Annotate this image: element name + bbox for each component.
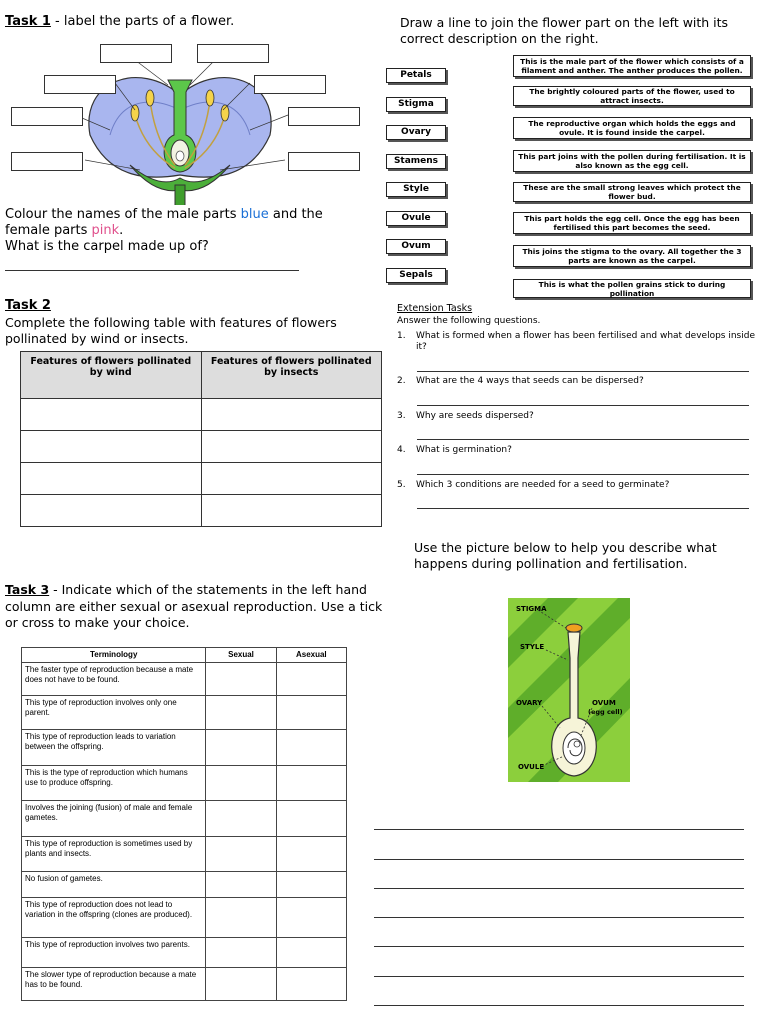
ovule <box>176 151 184 161</box>
extension-intro: Answer the following questions. <box>397 316 541 326</box>
col-insects: Features of flowers pollinated by insects <box>201 352 382 399</box>
statement-cell: This type of reproduction leads to variation between the offspring. <box>22 730 206 766</box>
tick-cell[interactable] <box>206 938 276 968</box>
statement-cell: This type of reproduction is sometimes used by plants and insects. <box>22 837 206 872</box>
tick-cell[interactable] <box>206 801 276 837</box>
answer-line[interactable] <box>374 917 744 918</box>
carpel-diagram <box>508 598 630 782</box>
tick-cell[interactable] <box>276 898 346 938</box>
question-text: What are the 4 ways that seeds can be dispersed? <box>416 376 644 386</box>
tick-cell[interactable] <box>276 938 346 968</box>
matching-instruction: Draw a line to join the flower part on the left with its correct description on the right. <box>400 15 729 46</box>
carpel-question: What is the carpel made up of? <box>5 239 209 254</box>
tick-cell[interactable] <box>276 696 346 730</box>
task2-instruction: Complete the following table with features of flowers pollinated by wind or insects. <box>5 315 337 346</box>
label-box[interactable] <box>100 44 172 63</box>
tick-cell[interactable] <box>206 837 276 872</box>
col-terminology: Terminology <box>22 648 206 663</box>
task2-heading-text: Task 2 <box>5 298 51 313</box>
colour-text: and the <box>268 207 323 222</box>
task1-heading: Task 1 <box>5 14 51 29</box>
tick-cell[interactable] <box>206 696 276 730</box>
task3-heading: Task 3 <box>5 582 50 597</box>
description-box[interactable]: The brightly coloured parts of the flower, used to attract insects. <box>513 86 751 106</box>
label-box[interactable] <box>254 75 326 94</box>
tick-cell[interactable] <box>206 663 276 696</box>
extension-question: 2. What are the 4 ways that seeds can be dispersed? <box>397 376 644 386</box>
diagram-label-egg-cell: (egg cell) <box>588 708 623 716</box>
colour-text: female parts <box>5 223 92 238</box>
description-box[interactable]: The reproductive organ which holds the eggs and ovule. It is found inside the carpel. <box>513 117 751 139</box>
tick-cell[interactable] <box>276 968 346 1001</box>
part-ovule[interactable]: Ovule <box>386 211 446 226</box>
description-box[interactable]: This part joins with the pollen during fertilisation. It is also known as the egg cell. <box>513 150 751 172</box>
answer-line[interactable] <box>374 888 744 889</box>
answer-line[interactable] <box>417 439 749 440</box>
task3-instruction-block <box>5 582 395 632</box>
table-cell[interactable] <box>21 495 202 527</box>
part-petals[interactable]: Petals <box>386 68 446 83</box>
picture-instruction: Use the picture below to help you describe what happens during pollination and fertilisation. <box>414 540 717 571</box>
diagram-label-style: STYLE <box>520 643 545 651</box>
diagram-label-ovary: OVARY <box>516 699 543 707</box>
carpel-answer-line[interactable] <box>5 270 299 271</box>
tick-cell[interactable] <box>206 968 276 1001</box>
answer-line[interactable] <box>417 371 749 372</box>
part-stamens[interactable]: Stamens <box>386 154 446 169</box>
task3-instruction: - Indicate which of the statements in the left hand column are either sexual or asexual reproduction. Use a tick or cross to make your choice. <box>5 582 383 630</box>
extension-question: 3. Why are seeds dispersed? <box>397 411 534 421</box>
reproduction-table <box>21 647 347 1001</box>
colour-pink-word: pink <box>91 223 120 238</box>
statement-cell: The slower type of reproduction because a mate has to be found. <box>22 968 206 1001</box>
colour-text: . <box>119 223 124 238</box>
description-box[interactable]: This is the male part of the flower which consists of a filament and anther. The anther produces the pollen. <box>513 55 751 77</box>
task2-heading <box>5 298 51 313</box>
answer-line[interactable] <box>374 829 744 830</box>
extension-question: 5. Which 3 conditions are needed for a seed to germinate? <box>397 480 670 490</box>
answer-line[interactable] <box>374 976 744 977</box>
tick-cell[interactable] <box>276 872 346 898</box>
tick-cell[interactable] <box>276 766 346 801</box>
label-box[interactable] <box>197 44 269 63</box>
part-ovum[interactable]: Ovum <box>386 239 446 254</box>
col-asexual: Asexual <box>276 648 346 663</box>
question-text: What is germination? <box>416 445 512 455</box>
answer-line[interactable] <box>374 1005 744 1006</box>
part-style[interactable]: Style <box>386 182 446 197</box>
col-wind: Features of flowers pollinated by wind <box>21 352 202 399</box>
question-text: Why are seeds dispersed? <box>416 411 534 421</box>
label-box[interactable] <box>44 75 116 94</box>
diagram-label-stigma: STIGMA <box>516 605 547 613</box>
statement-cell: This type of reproduction does not lead to variation in the offspring (clones are produced). <box>22 898 206 938</box>
description-box[interactable]: This is what the pollen grains stick to during pollination <box>513 279 751 298</box>
statement-cell: This is the type of reproduction which humans use to produce offspring. <box>22 766 206 801</box>
answer-line[interactable] <box>417 508 749 509</box>
part-sepals[interactable]: Sepals <box>386 268 446 283</box>
tick-cell[interactable] <box>276 730 346 766</box>
label-box[interactable] <box>288 107 360 126</box>
tick-cell[interactable] <box>276 837 346 872</box>
col-sexual: Sexual <box>206 648 276 663</box>
statement-cell: No fusion of gametes. <box>22 872 206 898</box>
colour-instruction <box>5 207 365 255</box>
extension-heading: Extension Tasks <box>397 303 473 314</box>
answer-line[interactable] <box>374 946 744 947</box>
task1-instruction: - label the parts of a flower. <box>50 14 235 29</box>
tick-cell[interactable] <box>276 801 346 837</box>
description-box[interactable]: This part holds the egg cell. Once the egg has been fertilised this part becomes the seed. <box>513 212 751 234</box>
label-box[interactable] <box>11 152 83 171</box>
question-text: What is formed when a flower has been fertilised and what develops inside it? <box>416 331 755 352</box>
table-cell[interactable] <box>201 399 382 431</box>
statement-cell: This type of reproduction involves two parents. <box>22 938 206 968</box>
extension-question: 1. What is formed when a flower has been fertilised and what develops inside it? <box>397 331 763 353</box>
description-box[interactable]: These are the small strong leaves which protect the flower bud. <box>513 182 751 202</box>
description-box[interactable]: This joins the stigma to the ovary. All together the 3 parts are known as the carpel. <box>513 245 751 267</box>
table-cell[interactable] <box>21 463 202 495</box>
diagram-label-ovum: OVUM <box>592 699 616 707</box>
table-cell[interactable] <box>201 463 382 495</box>
statement-cell: This type of reproduction involves only one parent. <box>22 696 206 730</box>
tick-cell[interactable] <box>206 872 276 898</box>
table-cell[interactable] <box>21 399 202 431</box>
pollination-diagram <box>508 598 630 782</box>
label-box[interactable] <box>11 107 83 126</box>
part-ovary[interactable]: Ovary <box>386 125 446 140</box>
extension-question: 4. What is germination? <box>397 445 512 455</box>
table-cell[interactable] <box>201 495 382 527</box>
colour-text: Colour the names of the male parts <box>5 207 241 222</box>
statement-cell: The faster type of reproduction because a mate does not have to be found. <box>22 663 206 696</box>
statement-cell: Involves the joining (fusion) of male and female gametes. <box>22 801 206 837</box>
question-text: Which 3 conditions are needed for a seed to germinate? <box>416 480 670 490</box>
tick-cell[interactable] <box>206 898 276 938</box>
answer-line[interactable] <box>374 859 744 860</box>
part-stigma[interactable]: Stigma <box>386 97 446 112</box>
answer-line[interactable] <box>417 474 749 475</box>
diagram-label-ovule: OVULE <box>518 763 545 771</box>
colour-blue-word: blue <box>240 207 269 222</box>
table-cell[interactable] <box>201 431 382 463</box>
stem <box>175 185 185 205</box>
pollination-table <box>20 351 382 527</box>
label-box[interactable] <box>288 152 360 171</box>
task1-heading-line <box>5 14 234 30</box>
tick-cell[interactable] <box>206 766 276 801</box>
table-cell[interactable] <box>21 431 202 463</box>
tick-cell[interactable] <box>276 663 346 696</box>
answer-line[interactable] <box>417 405 749 406</box>
tick-cell[interactable] <box>206 730 276 766</box>
